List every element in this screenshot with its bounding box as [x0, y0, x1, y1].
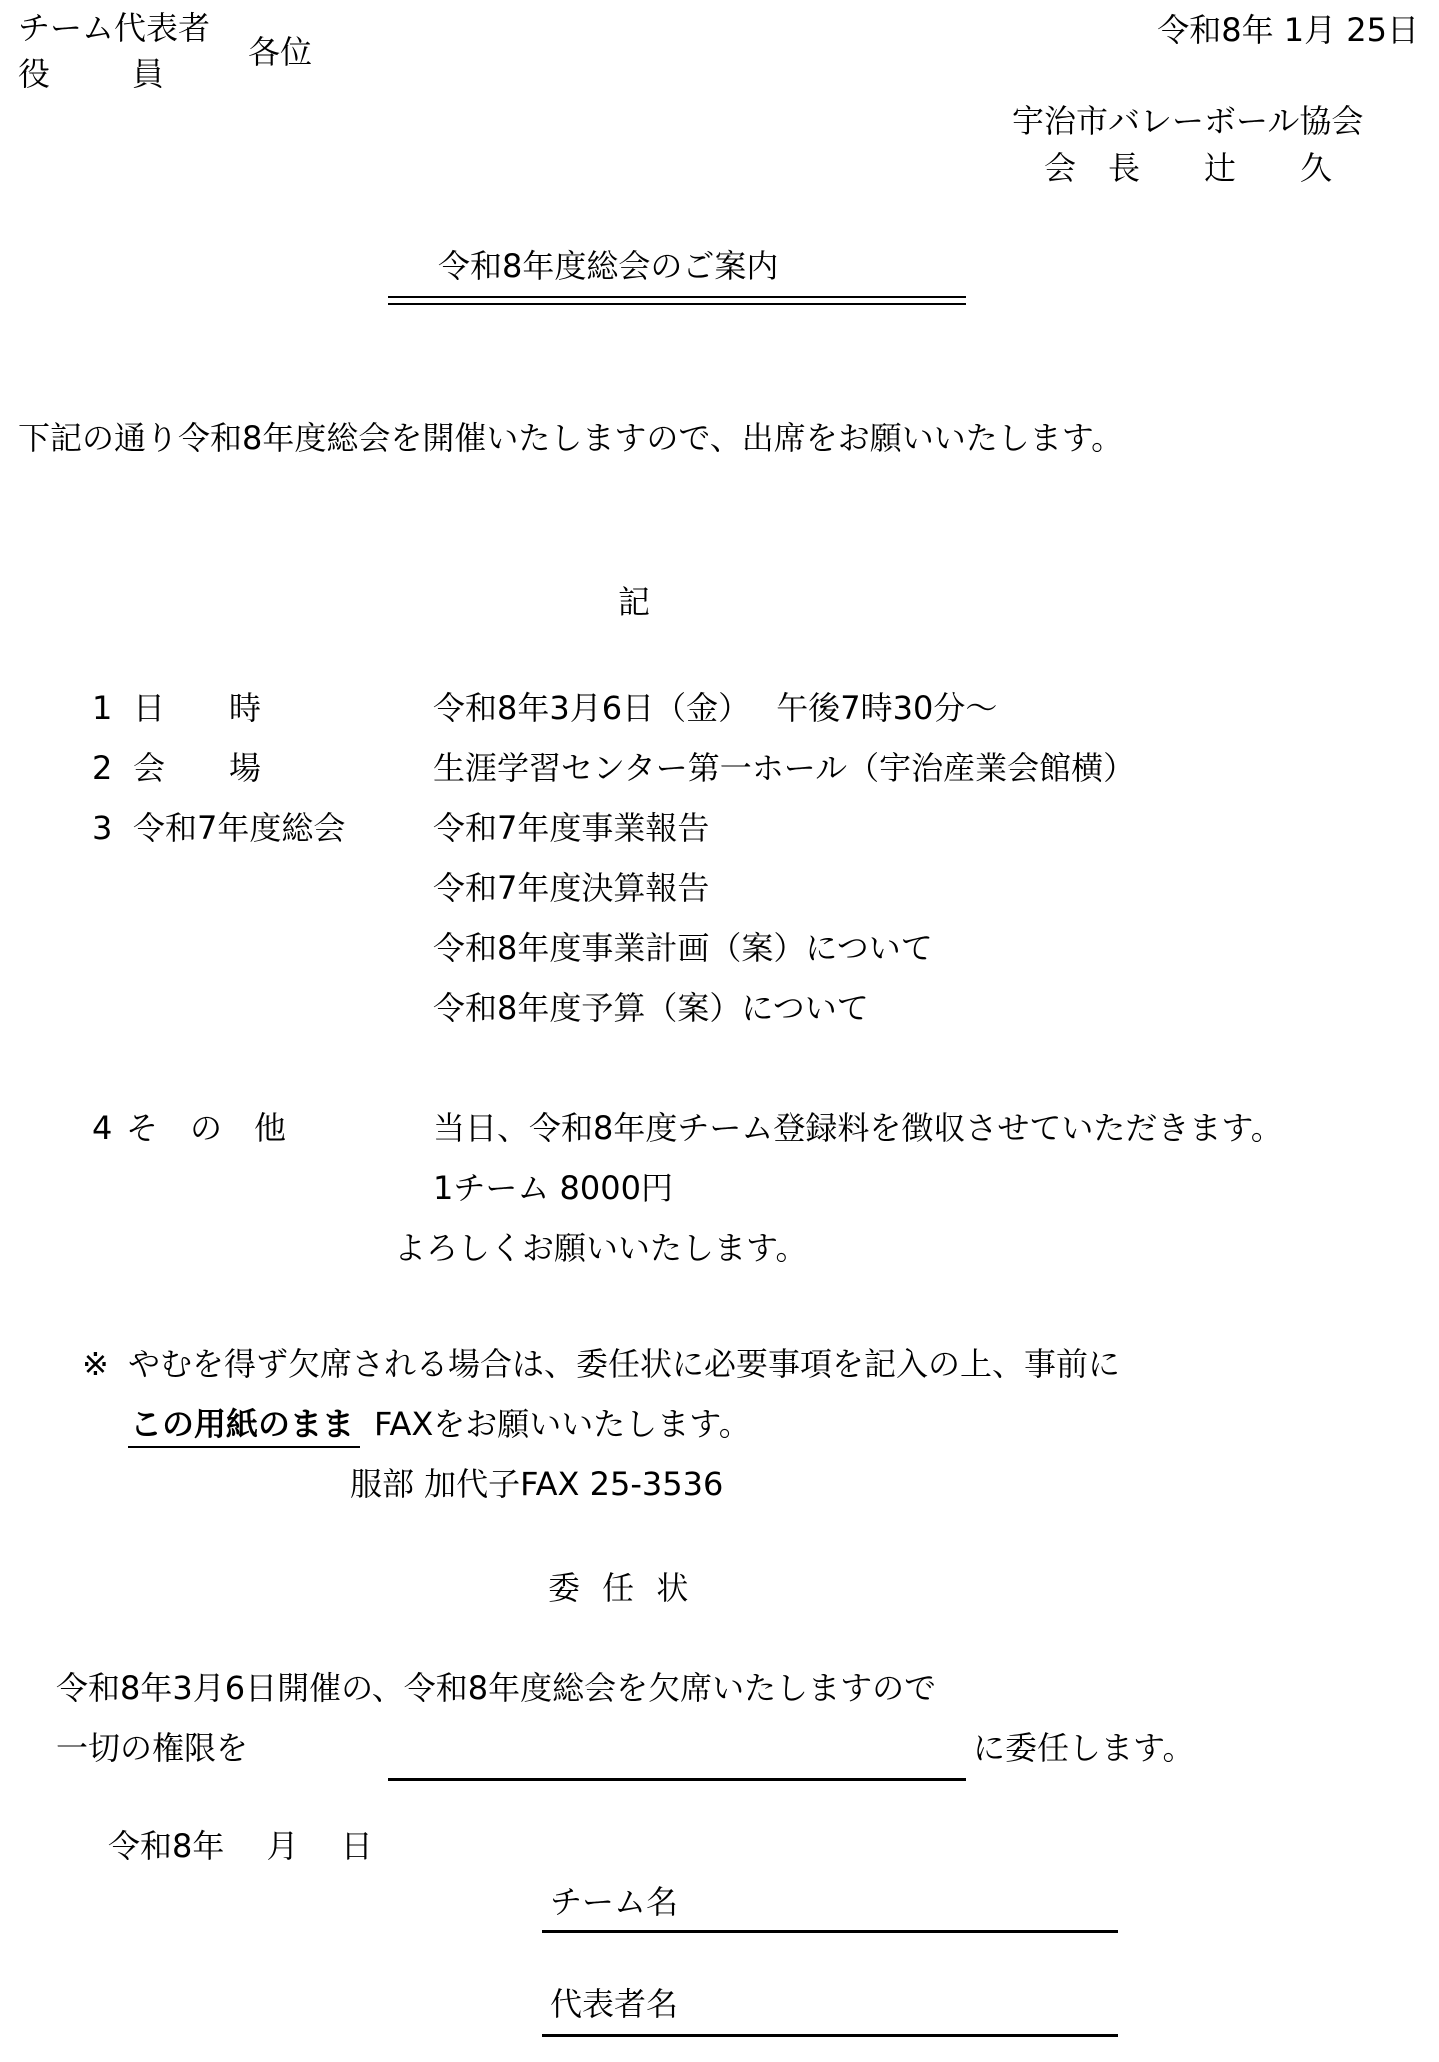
item-4-line-1: 当日、令和8年度チーム登録料を徴収させていただきます。	[433, 1109, 1283, 1147]
item-3-line-3: 令和8年度事業計画（案）について	[433, 929, 933, 967]
note-mark: ※	[82, 1345, 109, 1383]
proxy-line-2-prefix: 一切の権限を	[56, 1729, 249, 1767]
recipient-line-2: 役 員	[18, 55, 171, 93]
proxy-date-line: 令和8年 月 日	[108, 1827, 373, 1865]
note-emphasis: この用紙のまま	[130, 1405, 355, 1443]
item-4-number: 4	[92, 1109, 113, 1147]
item-4-label: そ の 他	[126, 1109, 287, 1147]
fax-contact: 服部 加代子FAX 25-3536	[350, 1465, 724, 1503]
intro-text: 下記の通り令和8年度総会を開催いたしますので、出席をお願いいたします。	[18, 419, 1124, 457]
item-2-label: 会 場	[133, 749, 262, 787]
item-1-label: 日 時	[133, 689, 262, 727]
title-underline-bottom	[388, 303, 966, 305]
document-date: 令和8年 1月 25日	[1157, 11, 1419, 49]
recipient-line-1: チーム代表者	[18, 9, 211, 47]
proxy-heading: 委 任 状	[548, 1569, 695, 1607]
representative-name-field[interactable]	[542, 2034, 1118, 2037]
note-emphasis-underline	[128, 1446, 360, 1448]
team-name-label: チーム名	[550, 1883, 679, 1921]
sender-organization: 宇治市バレーボール協会	[1012, 102, 1364, 140]
closing-text: よろしくお願いいたします。	[394, 1229, 808, 1267]
team-name-field[interactable]	[542, 1930, 1118, 1933]
ki-heading: 記	[618, 583, 651, 621]
delegate-name-field[interactable]	[388, 1778, 966, 1781]
note-line-1: やむを得ず欠席される場合は、委任状に必要事項を記入の上、事前に	[128, 1345, 1121, 1383]
representative-name-label: 代表者名	[550, 1985, 679, 2023]
item-2-value: 生涯学習センター第一ホール（宇治産業会館横）	[433, 749, 1136, 787]
proxy-line-2-suffix: に委任します。	[973, 1729, 1195, 1767]
item-3-line-4: 令和8年度予算（案）について	[433, 989, 869, 1027]
item-1-number: 1	[92, 689, 113, 727]
item-3-label: 令和7年度総会	[133, 809, 346, 847]
item-3-line-1: 令和7年度事業報告	[433, 809, 710, 847]
title-underline-top	[388, 296, 966, 298]
page-title: 令和8年度総会のご案内	[438, 247, 779, 285]
item-1-value: 令和8年3月6日（金） 午後7時30分～	[433, 689, 998, 727]
item-4-line-2: 1チーム 8000円	[433, 1169, 673, 1207]
proxy-line-1: 令和8年3月6日開催の、令和8年度総会を欠席いたしますので	[56, 1669, 937, 1707]
item-3-number: 3	[92, 809, 113, 847]
item-3-line-2: 令和7年度決算報告	[433, 869, 710, 907]
sender-title: 会 長 辻 久	[1044, 149, 1333, 187]
note-line-2: FAXをお願いいたします。	[374, 1405, 751, 1443]
recipient-suffix: 各位	[248, 33, 313, 71]
item-2-number: 2	[92, 749, 113, 787]
